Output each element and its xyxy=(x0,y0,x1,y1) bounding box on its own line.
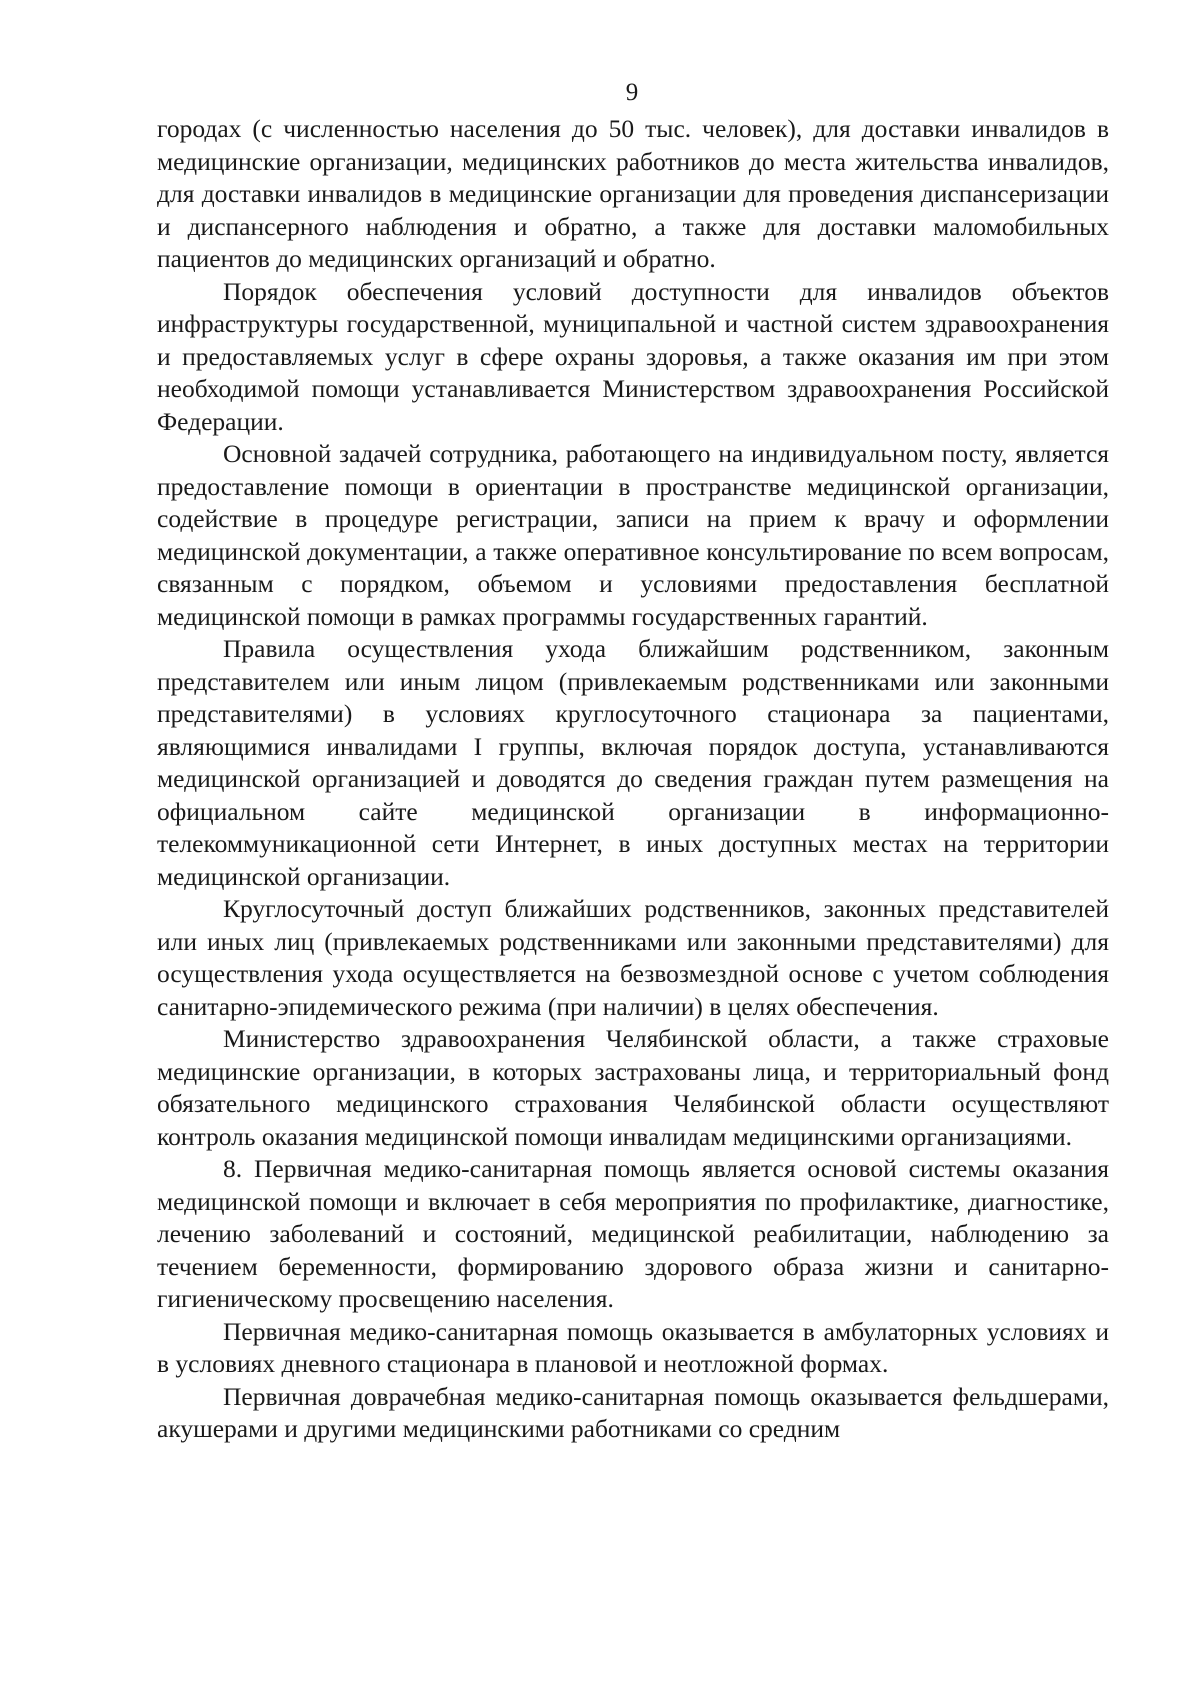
paragraph-round-the-clock-access: Круглосуточный доступ ближайших родственников, законных представителей или иных лиц (привлекаемых родственниками или законными представителями) для осуществления ухода осуществляется на безвозмездной основе с учетом соблюдения санитарно-эпидемического режима (при наличии) в целях обеспечения. xyxy=(157,894,1109,1021)
page-number: 9 xyxy=(625,79,639,106)
paragraph-pre-medical-care: Первичная доврачебная медико-санитарная помощь оказывается фельдшерами, акушерами и другими медицинскими работниками со средним xyxy=(157,1381,1109,1443)
paragraph-primary-care-8: 8. Первичная медико-санитарная помощь является основой системы оказания медицинской помощи и включает в себя мероприятия по профилактике, диагностике, лечению заболеваний и состояний, медицинской реабилитации, наблюдению за течением беременности, формированию здорового образа жизни и санитарно-гигиеническому просвещению населения. xyxy=(157,1154,1109,1313)
paragraph-accessibility-procedure: Порядок обеспечения условий доступности для инвалидов объектов инфраструктуры государственной, муниципальной и частной систем здравоохранения и предоставляемых услуг в сфере охраны здоровья, а также оказания им при этом необходимой помощи устанавливается Министерством здравоохранения Российской Федерации. xyxy=(157,276,1109,436)
paragraph-ministry-control: Министерство здравоохранения Челябинской области, а также страховые медицинские организации, в которых застрахованы лица, и территориальный фонд обязательного медицинского страхования Челябинской области осуществляют контроль оказания медицинской помощи инвалидам медицинскими организациями. xyxy=(157,1024,1109,1151)
paragraph-continuation: городах (с численностью населения до 50 тыс. человек), для доставки инвалидов в медицинские организации, медицинских работников до места жительства инвалидов, для доставки инвалидов в медицинские организации для проведения диспансеризации и диспансерного наблюдения и обратно, а также для доставки маломобильных пациентов до медицинских организаций и обратно. xyxy=(157,114,1109,273)
paragraph-care-rules: Правила осуществления ухода ближайшим родственником, законным представителем или иным лицом (привлекаемым родственниками или законными представителями) в условиях круглосуточного стационара за пациентами, являющимися инвалидами I группы, включая порядок доступа, устанавливаются медицинской организацией и доводятся до сведения граждан путем размещения на официальном сайте медицинской организации в информационно-телекоммуникационной сети Интернет, в иных доступных местах на территории медицинской организации. xyxy=(157,634,1109,891)
paragraph-staff-task: Основной задачей сотрудника, работающего на индивидуальном посту, является предоставление помощи в ориентации в пространстве медицинской организации, содействие в процедуре регистрации, записи на прием к врачу и оформлении медицинской документации, а также оперативное консультирование по всем вопросам, связанным с порядком, объемом и условиями предоставления бесплатной медицинской помощи в рамках программы государственных гарантий. xyxy=(157,439,1109,631)
paragraph-primary-care-forms: Первичная медико-санитарная помощь оказывается в амбулаторных условиях и в условиях дневного стационара в плановой и неотложной формах. xyxy=(157,1316,1109,1378)
document-body xyxy=(157,113,1109,1446)
